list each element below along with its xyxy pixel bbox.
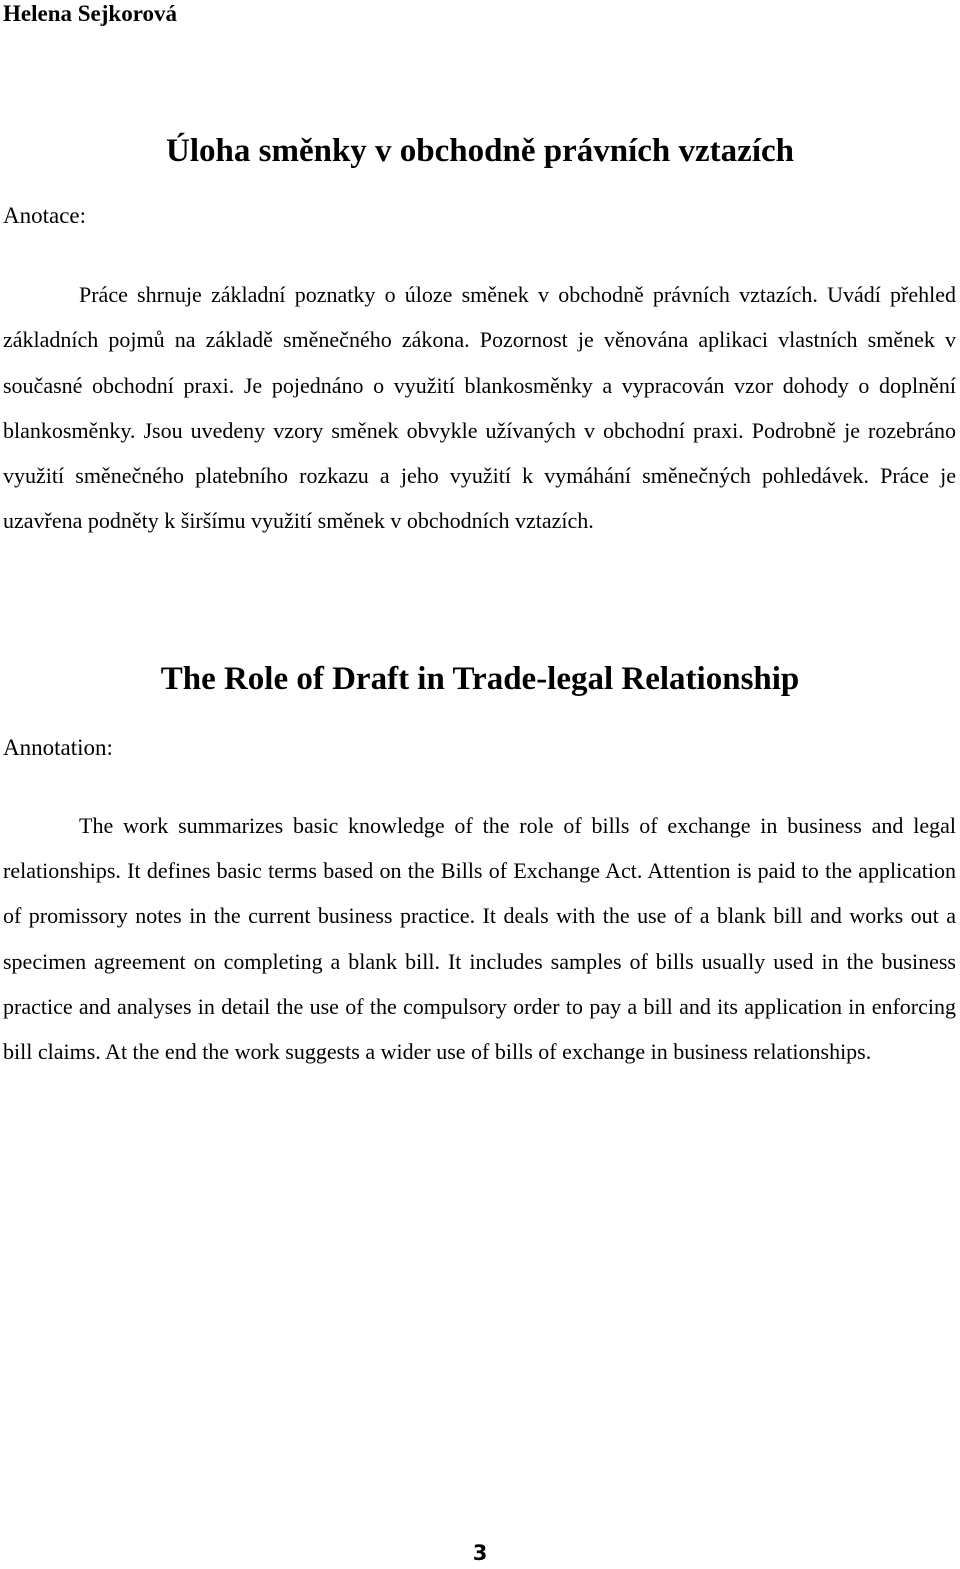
czech-abstract: Práce shrnuje základní poznatky o úloze směnek v obchodně právních vztazích. Uvádí přehled základních pojmů na základě směnečného zákona. Pozornost je věnována aplikaci vlastních směnek v současné obchodní praxi. Je pojednáno o využití blankosměnky a vypracován vzor dohody o doplnění blankosměnky. Jsou uvedeny vzory směnek obvykle užívaných v obchodní praxi. Podrobně je rozebráno využití směnečného platebního rozkazu a jeho využití k vymáhání směnečných pohledávek. Práce je uzavřena podněty k širšímu využití směnek v obchodních vztazích. xyxy=(3,282,956,534)
english-abstract: The work summarizes basic knowledge of the role of bills of exchange in business and legal relationships. It defines basic terms based on the Bills of Exchange Act. Attention is paid to the application of promissory notes in the current business practice. It deals with the use of a blank bill and works out a specimen agreement on completing a blank bill. It includes samples of bills usually used in the business practice and analyses in detail the use of the compulsory order to pay a bill and its application in enforcing bill claims. At the end the work suggests a wider use of bills of exchange in business relationships. xyxy=(3,813,956,1065)
author-name: Helena Sejkorová xyxy=(3,1,177,26)
page-number: 3 xyxy=(472,1541,488,1565)
czech-title: Úloha směnky v obchodně právních vztazích xyxy=(166,133,794,169)
english-title: The Role of Draft in Trade-legal Relationship xyxy=(160,661,800,697)
english-annotation-label: Annotation: xyxy=(3,735,113,760)
czech-annotation-label: Anotace: xyxy=(3,203,87,228)
